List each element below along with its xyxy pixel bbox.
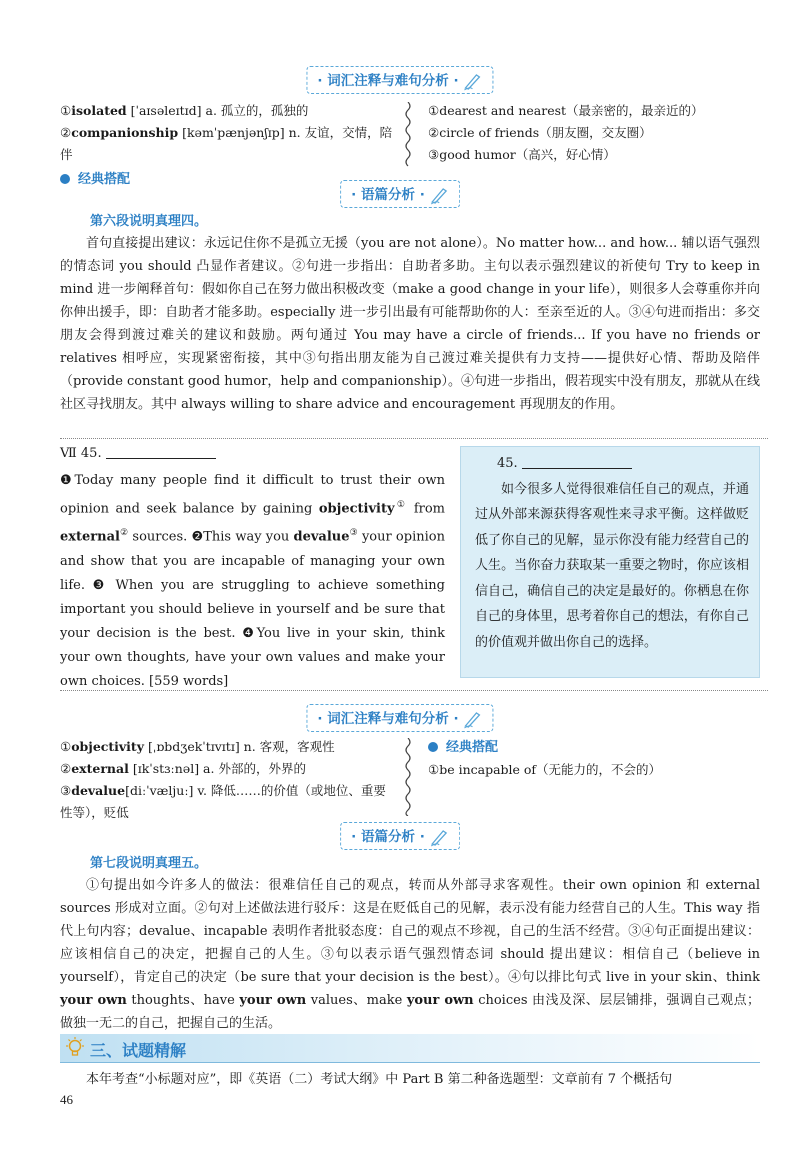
wavy-divider xyxy=(402,738,414,816)
vocab-list-right xyxy=(428,736,763,781)
part-three-title: 三、试题精解 xyxy=(90,1041,187,1060)
vocab-list-left xyxy=(60,100,400,191)
vocab-section-header xyxy=(306,66,493,94)
collocation-heading: 经典搭配 xyxy=(60,168,400,191)
paragraph-six-title: 第六段说明真理四。 xyxy=(90,214,208,229)
wavy-divider xyxy=(402,102,414,168)
discourse-analysis-header xyxy=(340,822,460,850)
question-label: Ⅶ 45. xyxy=(60,442,445,466)
pen-icon xyxy=(463,71,483,91)
paragraph-seven-analysis: ①句提出如今许多人的做法：很难信任自己的观点，转而从外部寻求客观性。their own opinion 和 external sources 形成对立面。②句对上述做法进行驳斥：这是在贬低自己的见解，表示没有能力经营自己的人生。This way 指代上句内容；devalue、incapable 表明作者批驳态度：自己的观点不珍视，自己的生活不经营。③④句正面提出建议：应该相信自己的决定，把握自己的人生。③句以表示语气强烈情态词 should 提出建议：相信自己（believe in yourself），肯定自己的决定（be sure that your decision is the best）。④句以排比句式 live in your skin、think your own thoughts、have your own values、make your own choices 由浅及深、层层铺排，强调自己观点；做独一无二的自己，把握自己的生活。 xyxy=(60,878,761,1031)
discourse-analysis-header xyxy=(340,180,460,208)
paragraph-six-analysis: 首句直接提出建议：永远记住你不是孤立无援（you are not alone）。No matter how... and how... 辅以语气强烈的情态词 you should 凸显作者建议。②句进一步指出：自助者多助。主句以表示强烈建议的祈使句 Try to keep in mind 进一步阐释首句：假如你自己在努力做出积极改变（make a good change in your life），则很多人会尊重你并向你伸出援手，即：自助者才能多助。especially 进一步引出最有可能帮助你的人：至亲至近的人。③④句进而指出：多交朋友会得到渡过难关的建议和鼓励。两句通过 You may have a circle of friends... If you have no friends or relatives 相呼应，实现紧密衔接，其中③句指出朋友能为自己渡过难关提供有力支持——提供好心情、帮助及陪伴（provide constant good humor，help and companionship）。④句进一步指出，假若现实中没有朋友，那就从在线社区寻找朋友。其中 always willing to share advice and encouragement 再现朋友的作用。 xyxy=(60,236,760,412)
translation-box xyxy=(460,446,760,678)
vocab-item: ②companionship [kəmˈpænjənʃɪp] n. 友谊，交情，陪伴 xyxy=(60,125,393,162)
paragraph-seven-title: 第七段说明真理五。 xyxy=(90,856,208,871)
vocab-item: ①isolated [ˈaɪsəleɪtɪd] a. 孤立的，孤独的 xyxy=(60,103,309,118)
translation-label: 45. xyxy=(475,451,749,477)
vocab-section-header-text: · 词汇注释与难句分析 · xyxy=(317,73,459,89)
collocation-item: ①dearest and nearest（最亲密的，最亲近的） xyxy=(428,103,704,118)
vocab-item: ①objectivity [ˌɒbdʒekˈtɪvɪtɪ] n. 客观，客观性 xyxy=(60,739,335,754)
page-number: 46 xyxy=(60,1092,73,1107)
answer-blank xyxy=(106,458,216,459)
collocation-item: ③good humor（高兴，好心情） xyxy=(428,147,616,162)
collocation-item: ②circle of friends（朋友圈，交友圈） xyxy=(428,125,652,140)
discourse-analysis-header-text: · 语篇分析 · xyxy=(351,187,425,203)
question-passage xyxy=(60,442,445,694)
part-three-banner xyxy=(60,1034,760,1062)
vocab-list-right xyxy=(428,100,768,166)
collocation-heading: 经典搭配 xyxy=(428,736,763,759)
vocab-list-left xyxy=(60,736,395,824)
question-body: ❶Today many people find it difficult to trust their own opinion and seek balance by gaining objectivity① from external② sources. ❷This way you devalue③ your opinion and show that you are incapable of managing your own life. ❸ When you are struggling to achieve something important you should believe in yourself and be sure that your decision is the best. ❹You live in your skin, think your own thoughts, have your own values and make your own choices. [559 words] xyxy=(60,473,446,689)
part-three-intro: 本年考查“小标题对应”，即《英语（二）考试大纲》中 Part B 第二种备选题型：文章前有 7 个概括句 xyxy=(86,1072,673,1087)
pen-icon xyxy=(429,827,449,847)
vocab-item: ③devalue[diːˈvæljuː] v. 降低……的价值（或地位、重要性等），贬低 xyxy=(60,783,386,820)
vocab-section-header-text: · 词汇注释与难句分析 · xyxy=(317,711,459,727)
lightbulb-icon xyxy=(64,1037,86,1059)
discourse-analysis-header-text: · 语篇分析 · xyxy=(351,829,425,845)
pen-icon xyxy=(429,185,449,205)
dotted-divider xyxy=(60,438,768,439)
dotted-divider xyxy=(60,690,768,691)
vocab-item: ②external [ɪkˈstɜːnəl] a. 外部的，外界的 xyxy=(60,761,306,776)
pen-icon xyxy=(463,709,483,729)
bullet-dot-icon xyxy=(428,742,438,752)
translation-text: 如今很多人觉得很难信任自己的观点，并通过从外部来源获得客观性来寻求平衡。这样做贬低了你自己的见解，显示你没有能力经营自己的人生。当你奋力获取某一重要之物时，你应该相信自己，确信自己的决定是最好的。你栖息在你自己的身体里，思考着你自己的想法，有你自己的价值观并做出你自己的选择。 xyxy=(475,481,749,650)
vocab-section-header xyxy=(306,704,493,732)
translation-blank xyxy=(522,468,632,469)
collocation-item: ①be incapable of（无能力的，不会的） xyxy=(428,762,662,777)
bullet-dot-icon xyxy=(60,174,70,184)
banner-underline xyxy=(60,1062,760,1063)
